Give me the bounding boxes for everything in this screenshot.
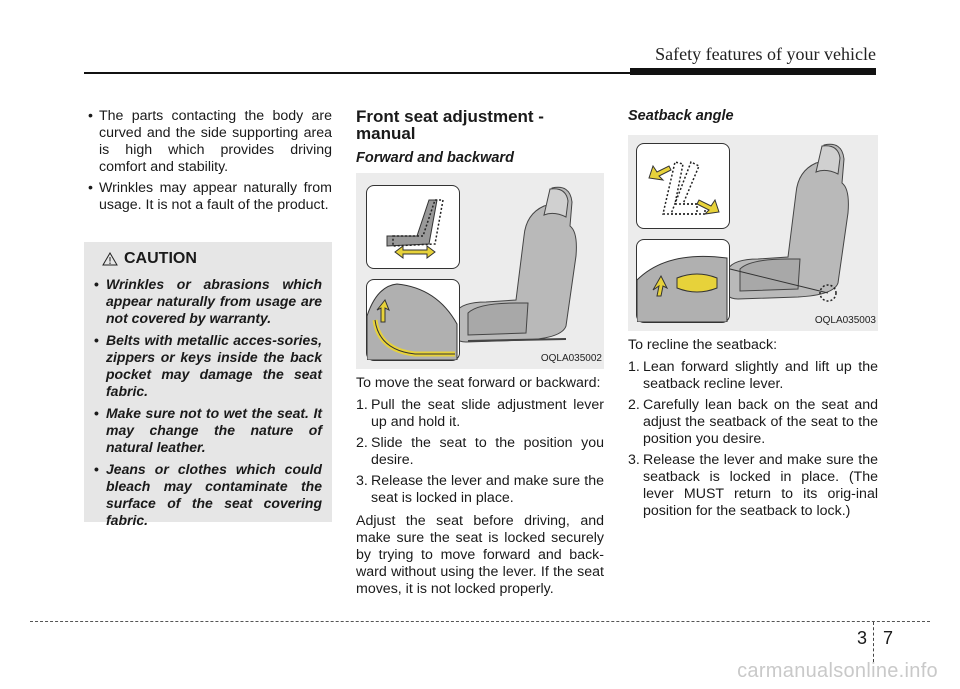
seatback-recline-diagram — [637, 144, 729, 228]
step-number: 2. — [356, 435, 368, 451]
caution-list — [94, 276, 322, 529]
step-item — [356, 397, 604, 431]
step-number: 2. — [628, 397, 640, 413]
caution-item: • Wrinkles or abrasions which appear naturally from usage are not covered by warranty. — [94, 276, 322, 327]
step-item — [628, 359, 878, 393]
step-number: 3. — [628, 452, 640, 468]
subheading-forward-backward: Forward and backward — [356, 150, 514, 166]
chapter-number: 3 — [857, 628, 868, 648]
step-text: Carefully lean back on the seat and adjust the seatback of the seat to the position you desire. — [643, 397, 878, 447]
caution-item: • Make sure not to wet the seat. It may change the nature of natural leather. — [94, 405, 322, 456]
figure-code: OQLA035003 — [814, 315, 876, 326]
bullet-item: • The parts contacting the body are curved and the side supporting area is high which provides driving comfort and stability. — [84, 108, 332, 176]
step-text: Pull the seat slide adjustment lever up and hold it. — [371, 397, 604, 430]
inset-seatback-recline — [636, 143, 730, 229]
inset-recline-lever — [636, 239, 730, 323]
step-text: Release the lever and make sure the seatback is locked in place. (The lever MUST return to its orig-inal position for the seatback to lock.) — [643, 452, 878, 519]
inset-seat-slide — [366, 185, 460, 269]
caution-title: CAUTION — [124, 250, 197, 267]
bullet-item: • Wrinkles may appear naturally from usage. It is not a fault of the product. — [84, 180, 332, 214]
column-middle — [356, 108, 604, 603]
page-number — [857, 628, 893, 649]
slide-lever-diagram — [367, 280, 459, 360]
watermark: carmanualsonline.info — [737, 660, 938, 682]
step-text: Slide the seat to the position you desire. — [371, 435, 604, 468]
page-number-value: 7 — [883, 628, 894, 648]
step-number: 3. — [356, 473, 368, 489]
seatback-figure — [628, 135, 878, 331]
step-number: 1. — [356, 397, 368, 413]
step-text: Lean forward slightly and lift up the seatback recline lever. — [643, 359, 878, 392]
section-heading: Front seat adjustment - manual — [356, 107, 544, 143]
step-item — [356, 473, 604, 507]
instruction-steps — [628, 359, 878, 520]
instruction-intro: To recline the seatback: — [628, 337, 778, 353]
safety-note: Adjust the seat before driving, and make sure the seat is locked securely by trying to move forward and back-ward without using the lever. If the seat moves, it is not locked properly. — [356, 513, 604, 597]
figure-code: OQLA035002 — [540, 353, 602, 364]
step-number: 1. — [628, 359, 640, 375]
column-left — [84, 108, 332, 218]
subheading-seatback-angle: Seatback angle — [628, 108, 734, 124]
step-item — [356, 435, 604, 469]
instruction-steps — [356, 397, 604, 507]
seat-slide-figure — [356, 173, 604, 369]
column-right — [628, 108, 878, 526]
warning-triangle-icon — [102, 252, 118, 266]
step-text: Release the lever and make sure the seat is locked in place. — [371, 473, 604, 506]
seat-slide-diagram — [367, 186, 459, 268]
inset-slide-lever — [366, 279, 460, 361]
footer-rule — [30, 621, 930, 622]
header-rule-accent — [630, 68, 876, 75]
running-header: Safety features of your vehicle — [655, 44, 876, 64]
intro-bullets — [84, 108, 332, 214]
instruction-intro: To move the seat forward or backward: — [356, 375, 601, 391]
caution-item: • Jeans or clothes which could bleach may contaminate the surface of the seat covering fabric. — [94, 461, 322, 529]
caution-item: • Belts with metallic acces-sories, zippers or keys inside the back pocket may damage the seat fabric. — [94, 332, 322, 400]
recline-lever-diagram — [637, 240, 729, 322]
caution-box — [84, 242, 332, 528]
step-item — [628, 397, 878, 448]
step-item — [628, 452, 878, 520]
